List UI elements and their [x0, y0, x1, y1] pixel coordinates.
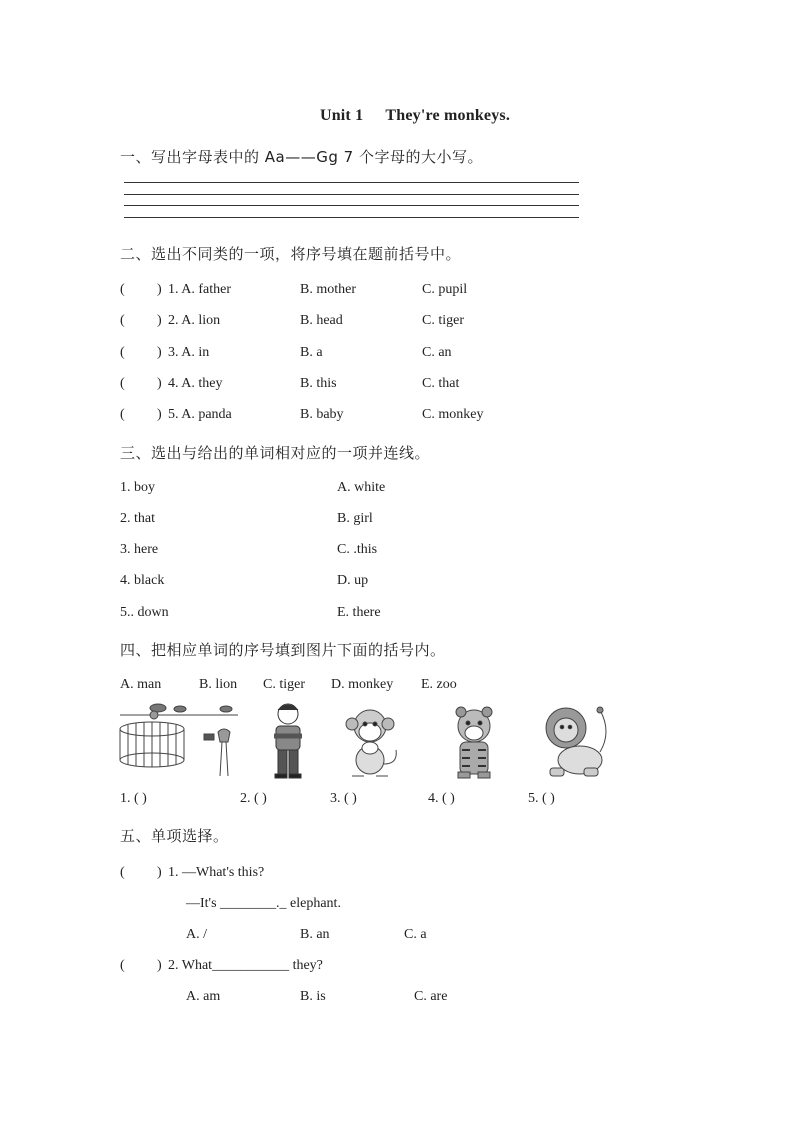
page-title: [0, 107, 794, 125]
question-option-b: B. a: [300, 345, 323, 360]
answer-blank-close: ): [157, 958, 162, 973]
question-option-a: 3. A. in: [168, 345, 210, 360]
answer-blank-open: (: [120, 407, 125, 422]
match-right-word: C. .this: [337, 542, 378, 557]
match-left-word: 2. that: [120, 511, 155, 526]
section-four-heading: 四、把相应单词的序号填到图片下面的括号内。: [120, 641, 446, 659]
match-left-word: 3. here: [120, 542, 159, 557]
match-right-word: A. white: [337, 480, 386, 495]
match-right-word: B. girl: [337, 511, 373, 526]
writing-line: [124, 194, 579, 195]
question-option-b: B. this: [300, 376, 337, 391]
question-option-b: B. an: [300, 927, 330, 942]
answer-blank-open: (: [120, 345, 125, 360]
question-option-c: C. an: [422, 345, 452, 360]
question-option-c: C. monkey: [422, 407, 484, 422]
word-option: C. tiger: [263, 677, 305, 692]
word-option: D. monkey: [331, 677, 394, 692]
word-option: E. zoo: [421, 677, 457, 692]
zoo-icon: [120, 704, 238, 776]
question-option-b: B. is: [300, 989, 326, 1004]
word-option: B. lion: [199, 677, 238, 692]
match-right-word: E. there: [337, 605, 381, 620]
answer-blank-close: ): [157, 282, 162, 297]
question-response: —It's ________._ elephant.: [186, 896, 341, 911]
question-option-c: C. a: [404, 927, 427, 942]
question-option-a: 5. A. panda: [168, 407, 232, 422]
answer-blank-close: ): [157, 865, 162, 880]
question-option-c: C. are: [414, 989, 448, 1004]
question-option-b: B. mother: [300, 282, 356, 297]
tiger-icon: [456, 707, 492, 778]
question-option-b: B. head: [300, 313, 343, 328]
question-option-a: 4. A. they: [168, 376, 223, 391]
section-five-heading: 五、单项选择。: [120, 827, 229, 845]
question-option-a: A. /: [186, 927, 207, 942]
writing-line: [124, 217, 579, 218]
section-two-heading: 二、选出不同类的一项，将序号填在题前括号中。: [120, 245, 462, 263]
question-text: 2. What___________ they?: [168, 958, 323, 973]
answer-blank-open: (: [120, 376, 125, 391]
answer-blank-close: ): [157, 313, 162, 328]
question-text: 1. —What's this?: [168, 865, 265, 880]
match-right-word: D. up: [337, 573, 369, 588]
unit-label: Unit 1: [319, 107, 364, 124]
question-option-a: 2. A. lion: [168, 313, 221, 328]
answer-blank-open: (: [120, 958, 125, 973]
picture-answer-blank: 2. ( ): [240, 791, 267, 806]
unit-title: They're monkeys.: [385, 107, 511, 124]
section-one-heading: 一、写出字母表中的 Aa——Gg 7 个字母的大小写。: [120, 148, 483, 166]
question-option-a: A. am: [186, 989, 221, 1004]
answer-blank-close: ): [157, 376, 162, 391]
match-left-word: 4. black: [120, 573, 165, 588]
answer-blank-open: (: [120, 313, 125, 328]
question-option-b: B. baby: [300, 407, 344, 422]
picture-answer-blank: 4. ( ): [428, 791, 455, 806]
question-option-a: 1. A. father: [168, 282, 231, 297]
writing-line: [124, 205, 579, 206]
picture-answer-blank: 1. ( ): [120, 791, 147, 806]
section-three-heading: 三、选出与给出的单词相对应的一项并连线。: [120, 444, 431, 462]
writing-line: [124, 182, 579, 183]
answer-blank-open: (: [120, 282, 125, 297]
monkey-icon: [346, 710, 396, 776]
question-option-c: C. pupil: [422, 282, 468, 297]
question-option-c: C. that: [422, 376, 460, 391]
answer-blank-close: ): [157, 345, 162, 360]
picture-answer-blank: 5. ( ): [528, 791, 555, 806]
pictures-row: [118, 702, 618, 782]
answer-blank-open: (: [120, 865, 125, 880]
match-left-word: 5.. down: [120, 605, 169, 620]
lion-icon: [546, 707, 606, 776]
question-option-c: C. tiger: [422, 313, 464, 328]
man-icon: [274, 704, 302, 778]
word-option: A. man: [120, 677, 162, 692]
match-left-word: 1. boy: [120, 480, 155, 495]
answer-blank-close: ): [157, 407, 162, 422]
picture-answer-blank: 3. ( ): [330, 791, 357, 806]
